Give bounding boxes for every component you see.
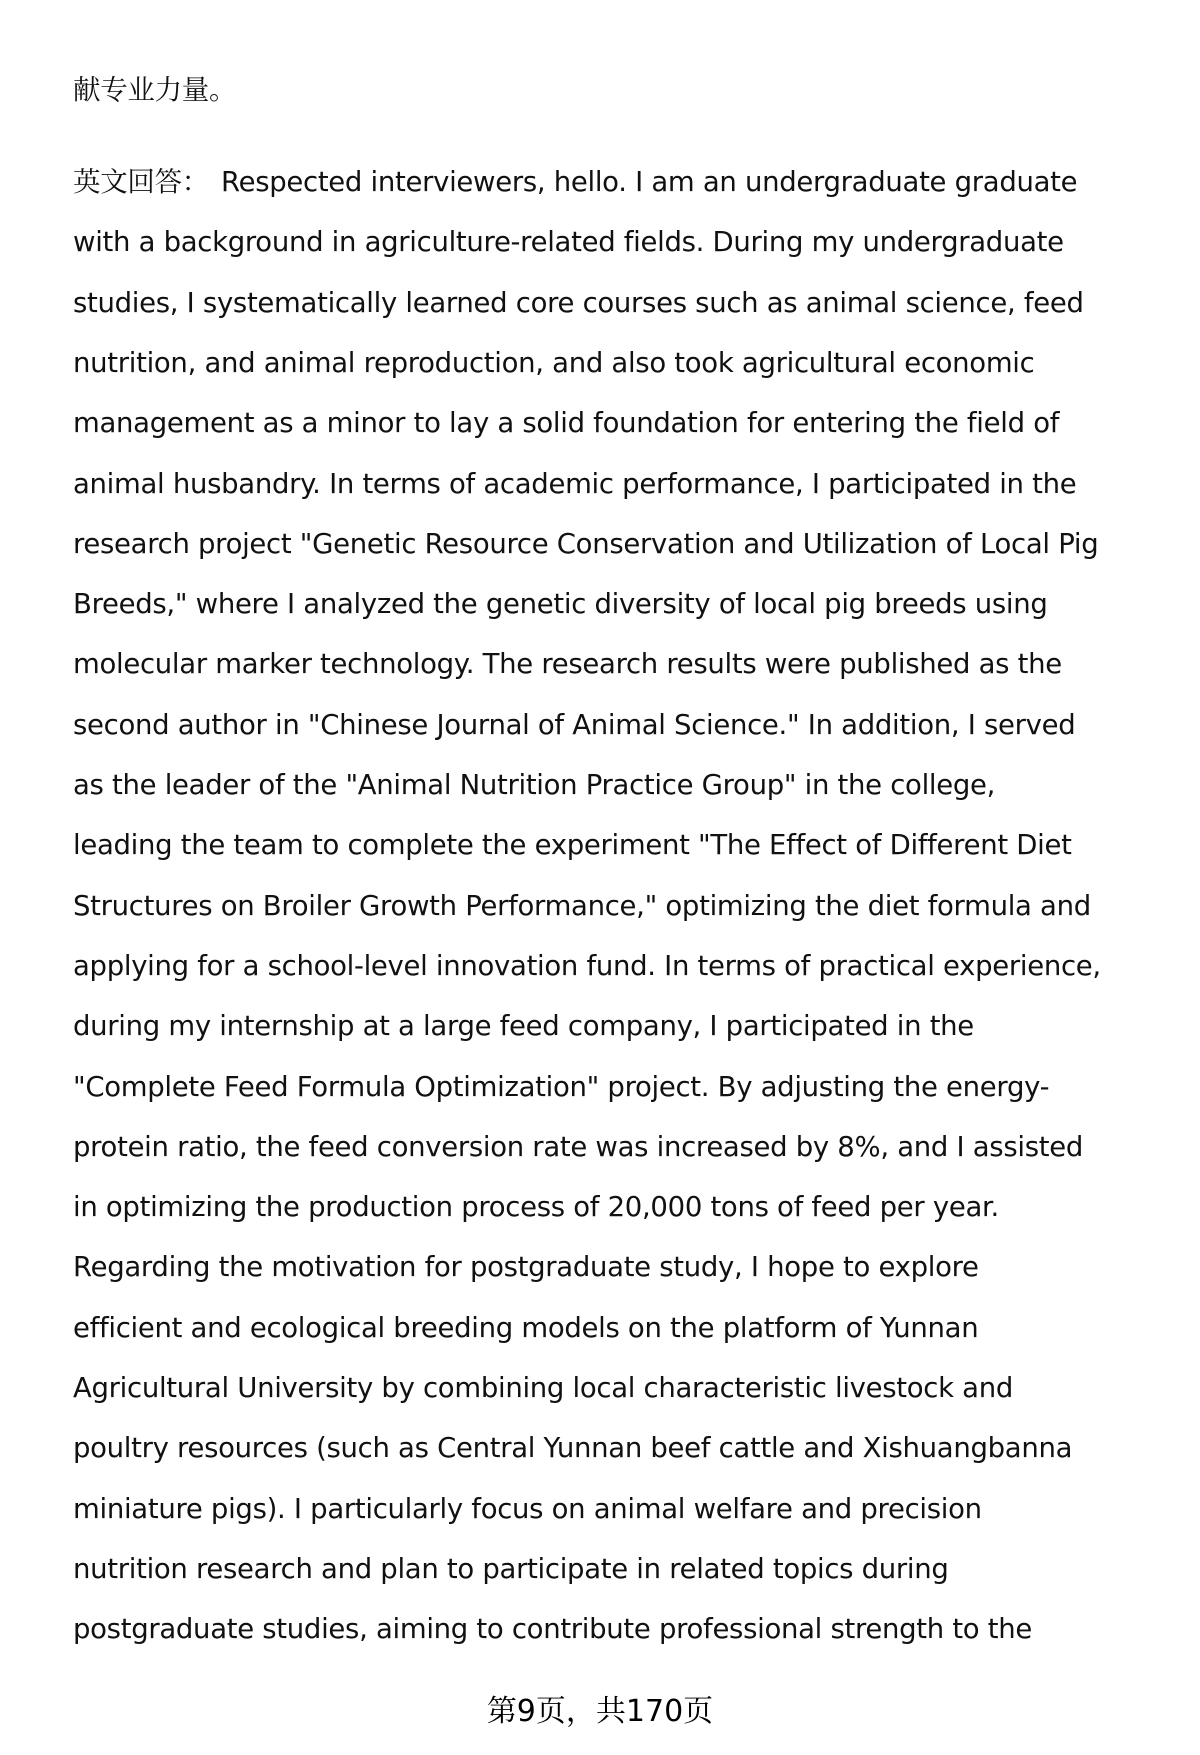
answer-line: studies, I systematically learned core courses such as animal science, feed — [73, 286, 1084, 319]
answer-first-line — [73, 162, 1077, 202]
answer-line: Agricultural University by combining local characteristic livestock and — [73, 1372, 1014, 1404]
answer-line: research project "Genetic Resource Conservation and Utilization of Local Pig — [73, 527, 1099, 560]
answer-line: poultry resources (such as Central Yunnan beef cattle and Xishuangbanna — [73, 1432, 1073, 1465]
answer-line: Breeds," where I analyzed the genetic diversity of local pig breeds using — [73, 588, 1048, 621]
answer-line: protein ratio, the feed conversion rate was increased by 8%, and I assisted — [73, 1130, 1083, 1163]
answer-line: miniature pigs). I particularly focus on animal welfare and precision — [73, 1492, 982, 1525]
continuation-text: 献专业力量。 — [73, 74, 237, 106]
answer-line: "Complete Feed Formula Optimization" project. By adjusting the energy- — [73, 1070, 1050, 1103]
answer-line: in optimizing the production process of 20,000 tons of feed per year. — [73, 1191, 999, 1224]
answer-line: with a background in agriculture-related fields. During my undergraduate — [73, 226, 1064, 259]
answer-line: second author in "Chinese Journal of Animal Science." In addition, I served — [73, 708, 1076, 741]
answer-line: nutrition, and animal reproduction, and also took agricultural economic — [73, 346, 1035, 379]
page-number: 第9页，共170页 — [486, 1694, 714, 1729]
answer-line: leading the team to complete the experiment "The Effect of Different Diet — [73, 829, 1072, 862]
answer-line: Structures on Broiler Growth Performance," optimizing the diet formula and — [73, 889, 1091, 922]
answer-line: applying for a school-level innovation fund. In terms of practical experience, — [73, 949, 1101, 982]
answer-line: molecular marker technology. The research results were published as the — [73, 648, 1062, 681]
answer-line: management as a minor to lay a solid foundation for entering the field of — [73, 407, 1060, 440]
answer-line: Respected interviewers, hello. I am an undergraduate graduate — [221, 166, 1078, 198]
answer-line: as the leader of the "Animal Nutrition Practice Group" in the college, — [73, 769, 996, 801]
answer-line: nutrition research and plan to participate in related topics during — [73, 1552, 949, 1585]
answer-line: Regarding the motivation for postgraduate study, I hope to explore — [73, 1251, 979, 1284]
answer-line: postgraduate studies, aiming to contribute professional strength to the — [73, 1613, 1032, 1646]
answer-line: during my internship at a large feed company, I participated in the — [73, 1010, 974, 1043]
answer-label: 英文回答： — [73, 166, 209, 198]
answer-line: animal husbandry. In terms of academic performance, I participated in the — [73, 467, 1077, 500]
answer-line: efficient and ecological breeding models on the platform of Yunnan — [73, 1311, 979, 1344]
